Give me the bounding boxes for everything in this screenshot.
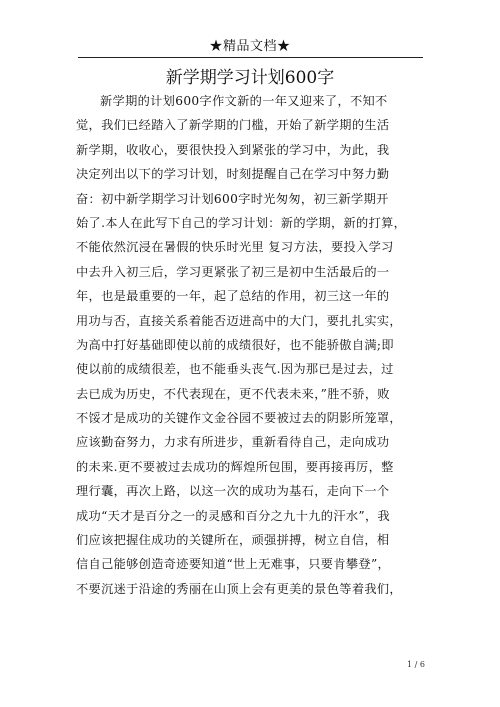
body-line: 去已成为历史，不代表现在，更不代表未来，”胜不骄，败 — [76, 386, 390, 401]
body-line: 们应该把握住成功的关键所在，顽强拼搏，树立自信，相 — [76, 533, 390, 548]
body-line: 不馁才是成功的关键作文金谷园不要被过去的阴影所笼罩， — [76, 411, 402, 426]
body-line: 为高中打好基础即使以前的成绩很好，也不能骄傲自满;即 — [76, 337, 394, 352]
body-line: 始了.本人在此写下自己的学习计划：新的学期，新的打算， — [76, 215, 407, 230]
body-line: 用功与否，直接关系着能否迈进高中的大门，要扎扎实实， — [76, 313, 402, 328]
body-line: 理行囊，再次上路，以这一次的成功为基石，走向下一个 — [76, 484, 390, 499]
body-line: 的未来.更不要被过去成功的辉煌所包围，要再接再厉，整 — [76, 459, 394, 474]
body-line: 觉，我们已经踏入了新学期的门槛，开始了新学期的生活 — [76, 118, 390, 133]
document-body — [76, 89, 426, 601]
body-line: 不要沉迷于沿途的秀丽在山顶上会有更美的景色等着我们， — [76, 581, 402, 596]
body-line: 奋：初中新学期学习计划600字时光匆匆，初三新学期开 — [76, 191, 389, 206]
body-line: 不能依然沉浸在暑假的快乐时光里 复习方法，要投入学习 — [76, 240, 394, 255]
body-line: 新学期，收收心，要很快投入到紧张的学习中，为此，我 — [76, 142, 390, 157]
body-line: 决定列出以下的学习计划，时刻提醒自己在学习中努力勤 — [76, 167, 390, 182]
body-line: 年，也是最重要的一年，起了总结的作用，初三这一年的 — [76, 289, 390, 304]
body-line: 新学期的计划600字作文新的一年又迎来了，不知不 — [100, 94, 388, 108]
body-line: 中去升入初三后，学习更紧张了初三是初中生活最后的一 — [76, 264, 390, 279]
body-line: 应该勤奋努力，力求有所进步，重新看待自己，走向成功 — [76, 435, 390, 450]
document-title: 新学期学习计划600字 — [165, 68, 335, 88]
body-line: 信自己能够创造奇迹要知道“世上无难事，只要肯攀登”， — [76, 557, 391, 572]
page-number: 1 / 6 — [407, 660, 425, 669]
body-line: 使以前的成绩很差，也不能垂头丧气.因为那已是过去，过 — [76, 362, 394, 377]
body-line: 成功“天才是百分之一的灵感和百分之九十九的汗水”，我 — [76, 508, 391, 523]
header-divider — [78, 57, 423, 58]
page-header: ★精品文档★ — [209, 39, 291, 54]
